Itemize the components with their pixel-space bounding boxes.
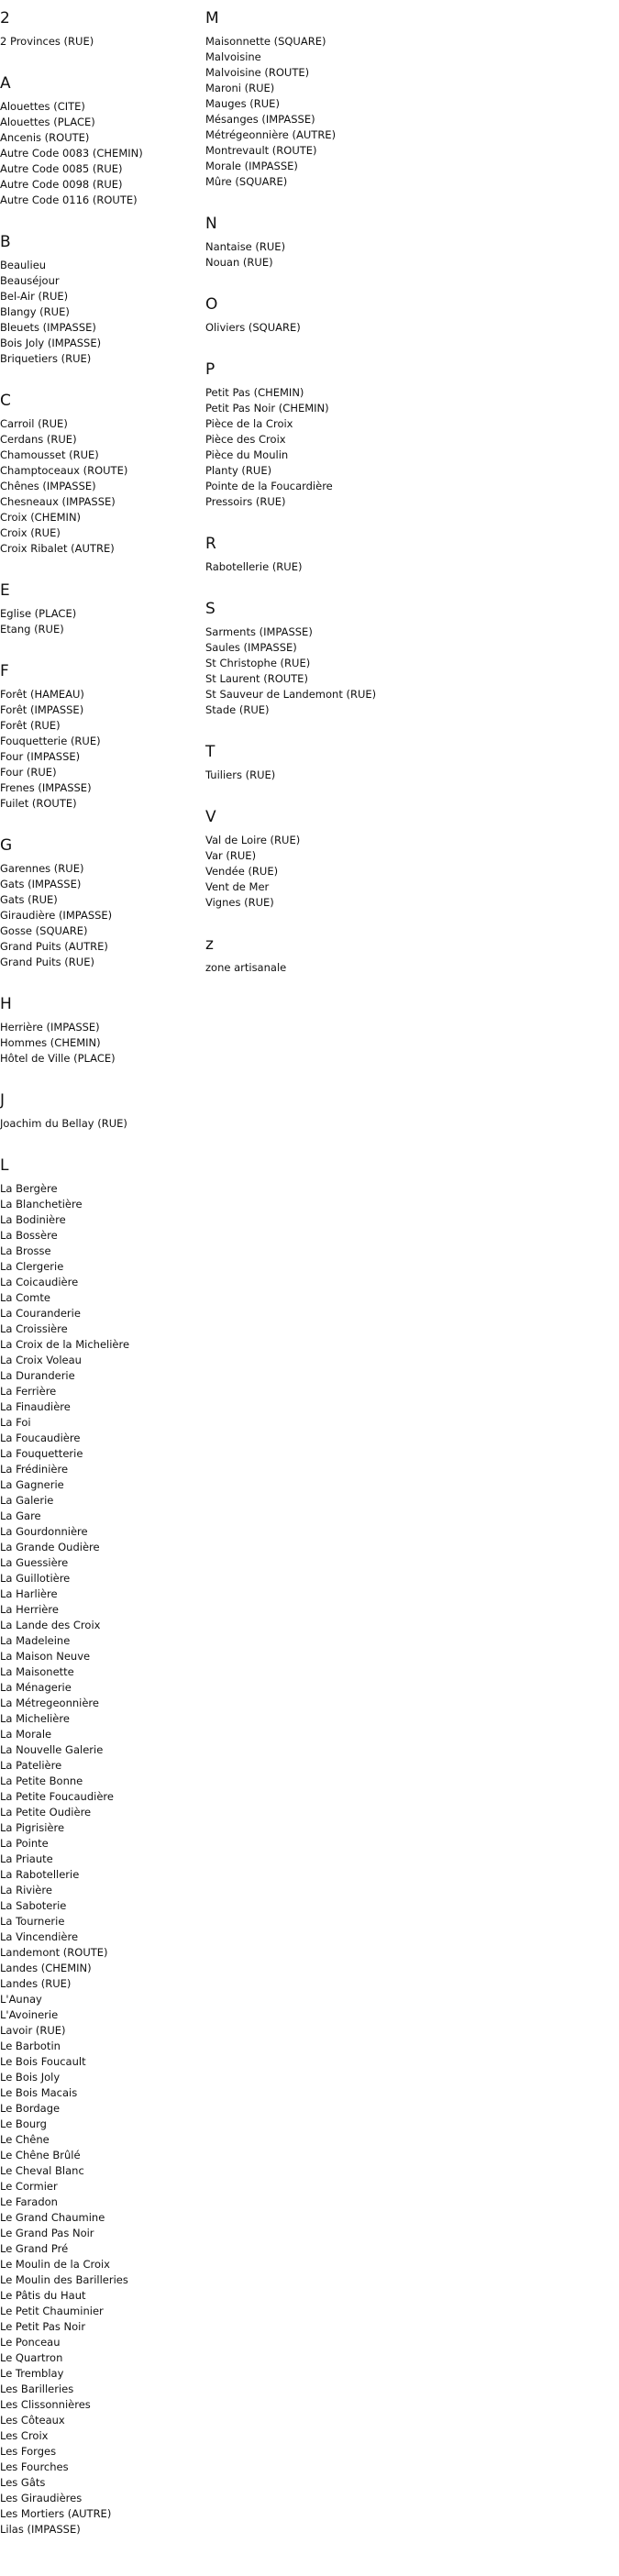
letter-heading: P: [205, 360, 216, 379]
street-link[interactable]: Le Bois Joly: [0, 2071, 61, 2084]
street-link[interactable]: Chamousset (RUE): [0, 448, 99, 461]
street-link[interactable]: Autre Code 0116 (ROUTE): [0, 193, 138, 206]
street-link[interactable]: La Morale: [0, 1728, 52, 1741]
street-link[interactable]: Les Mortiers (AUTRE): [0, 2507, 112, 2520]
street-link[interactable]: Planty (RUE): [205, 464, 272, 477]
letter-heading: A: [0, 74, 11, 93]
street-list: [205, 833, 609, 911]
street-link[interactable]: Croix (CHEMIN): [0, 511, 82, 524]
street-link[interactable]: zone artisanale: [205, 961, 287, 974]
letter-section: [205, 359, 609, 510]
street-link[interactable]: Le Bois Foucault: [0, 2055, 86, 2068]
street-link[interactable]: Bleuets (IMPASSE): [0, 321, 96, 334]
letter-heading: J: [0, 1091, 6, 1110]
street-link[interactable]: Nantaise (RUE): [205, 240, 286, 253]
street-link[interactable]: Autre Code 0085 (RUE): [0, 162, 123, 175]
street-link[interactable]: La Métregeonnière: [0, 1697, 99, 1709]
letter-section: [0, 661, 183, 812]
street-link[interactable]: Le Grand Chaumine: [0, 2211, 105, 2224]
street-link[interactable]: Le Bourg: [0, 2117, 47, 2130]
street-link[interactable]: Gats (IMPASSE): [0, 878, 82, 890]
letter-heading: T: [205, 743, 216, 761]
street-link[interactable]: Tuiliers (RUE): [205, 768, 276, 781]
street-link[interactable]: Gosse (SQUARE): [0, 924, 88, 937]
street-link[interactable]: St Sauveur de Landemont (RUE): [205, 688, 377, 701]
street-link[interactable]: St Laurent (ROUTE): [205, 672, 308, 685]
letter-heading: 2: [0, 9, 10, 28]
street-link[interactable]: La Brosse: [0, 1244, 51, 1257]
street-link[interactable]: Pièce de la Croix: [205, 417, 293, 430]
letter-heading: G: [0, 836, 13, 855]
street-link[interactable]: La Grande Oudière: [0, 1541, 100, 1553]
street-link[interactable]: Le Bordage: [0, 2102, 61, 2115]
letter-heading: M: [205, 9, 219, 28]
street-link[interactable]: Maroni (RUE): [205, 82, 275, 94]
street-link[interactable]: Rabotellerie (RUE): [205, 560, 303, 573]
street-link[interactable]: Le Barbotin: [0, 2040, 61, 2052]
street-link[interactable]: Montrevault (ROUTE): [205, 144, 317, 157]
street-link[interactable]: La Gagnerie: [0, 1478, 64, 1491]
street-link[interactable]: Les Côteaux: [0, 2414, 65, 2427]
street-link[interactable]: Les Gâts: [0, 2476, 46, 2489]
street-link[interactable]: Croix (RUE): [0, 526, 61, 539]
street-link[interactable]: Lilas (IMPASSE): [0, 2523, 81, 2536]
street-link[interactable]: Vignes (RUE): [205, 896, 274, 909]
street-link[interactable]: Gats (RUE): [0, 893, 58, 906]
street-link[interactable]: Alouettes (PLACE): [0, 116, 95, 128]
letter-heading: O: [205, 295, 218, 314]
street-link[interactable]: Petit Pas Noir (CHEMIN): [205, 402, 329, 415]
letter-section: [205, 534, 609, 575]
letter-heading: L: [0, 1156, 9, 1175]
street-link[interactable]: La Lande des Croix: [0, 1619, 101, 1631]
street-link[interactable]: La Saboterie: [0, 1899, 67, 1912]
street-link[interactable]: Grand Puits (RUE): [0, 956, 94, 968]
street-link[interactable]: La Maisonette: [0, 1665, 74, 1678]
street-link[interactable]: Le Grand Pré: [0, 2242, 69, 2255]
street-link[interactable]: Pressoirs (RUE): [205, 495, 286, 508]
street-link[interactable]: La Croissière: [0, 1322, 68, 1335]
street-link[interactable]: La Duranderie: [0, 1369, 75, 1382]
street-link[interactable]: Pointe de la Foucardière: [205, 480, 333, 492]
street-link[interactable]: Le Petit Pas Noir: [0, 2320, 86, 2333]
street-link[interactable]: Le Bois Macais: [0, 2086, 78, 2099]
street-link[interactable]: La Blanchetière: [0, 1198, 83, 1211]
street-link[interactable]: Four (RUE): [0, 766, 57, 779]
street-list: [205, 768, 609, 783]
street-link[interactable]: La Maison Neuve: [0, 1650, 91, 1663]
street-link[interactable]: Les Croix: [0, 2429, 49, 2442]
street-link[interactable]: St Christophe (RUE): [205, 657, 311, 669]
street-list: [205, 960, 609, 976]
letter-heading: C: [0, 392, 11, 410]
letter-heading: V: [205, 808, 216, 826]
street-link[interactable]: La Tournerie: [0, 1915, 65, 1928]
street-link[interactable]: Pièce du Moulin: [205, 448, 289, 461]
letter-section: [0, 994, 183, 1067]
street-link[interactable]: La Herrière: [0, 1603, 59, 1616]
street-link[interactable]: Grand Puits (AUTRE): [0, 940, 108, 953]
letter-section: [205, 214, 609, 271]
street-link[interactable]: Le Moulin de la Croix: [0, 2258, 110, 2271]
street-link[interactable]: Vent de Mer: [205, 880, 270, 893]
street-link[interactable]: Garennes (RUE): [0, 862, 84, 875]
letter-section: [0, 73, 183, 208]
letter-section: [0, 1155, 183, 2537]
street-link[interactable]: Le Moulin des Barilleries: [0, 2273, 128, 2286]
street-link[interactable]: L'Aunay: [0, 1993, 42, 2006]
street-link[interactable]: Le Grand Pas Noir: [0, 2227, 94, 2239]
street-link[interactable]: L'Avoinerie: [0, 2008, 59, 2021]
street-link[interactable]: La Fouquetterie: [0, 1447, 83, 1460]
street-link[interactable]: Mûre (SQUARE): [205, 175, 288, 188]
street-link[interactable]: Vendée (RUE): [205, 865, 279, 878]
street-link[interactable]: Le Cormier: [0, 2180, 58, 2193]
street-list: [0, 1020, 183, 1067]
street-link[interactable]: La Foucaudière: [0, 1432, 81, 1444]
letter-heading: S: [205, 600, 216, 618]
letter-section: [0, 580, 183, 637]
street-index-left-column: [0, 8, 183, 2561]
street-list: [0, 34, 183, 50]
street-link[interactable]: Sarments (IMPASSE): [205, 625, 313, 638]
street-list: [0, 99, 183, 208]
street-link[interactable]: Oliviers (SQUARE): [205, 321, 301, 334]
street-link[interactable]: Le Tremblay: [0, 2367, 64, 2380]
street-link[interactable]: La Pigrisière: [0, 1821, 65, 1834]
street-link[interactable]: La Comte: [0, 1291, 50, 1304]
street-link[interactable]: La Ménagerie: [0, 1681, 72, 1694]
letter-section: [205, 934, 609, 976]
street-link[interactable]: Saules (IMPASSE): [205, 641, 297, 654]
street-list: [0, 687, 183, 812]
street-link[interactable]: La Clergerie: [0, 1260, 64, 1273]
street-link[interactable]: Autre Code 0083 (CHEMIN): [0, 147, 143, 160]
street-link[interactable]: Landemont (ROUTE): [0, 1946, 108, 1959]
street-list: [0, 258, 183, 367]
street-link[interactable]: Beaulieu: [0, 259, 47, 271]
street-link[interactable]: Alouettes (CITE): [0, 100, 85, 113]
street-link[interactable]: Morale (IMPASSE): [205, 160, 298, 172]
street-link[interactable]: Le Pâtis du Haut: [0, 2289, 86, 2302]
street-link[interactable]: Le Petit Chauminier: [0, 2305, 104, 2317]
street-link[interactable]: Métrégeonnière (AUTRE): [205, 128, 337, 141]
street-link[interactable]: Champtoceaux (ROUTE): [0, 464, 128, 477]
street-link[interactable]: Landes (CHEMIN): [0, 1962, 92, 1974]
street-link[interactable]: Les Giraudières: [0, 2492, 83, 2504]
street-link[interactable]: Les Barilleries: [0, 2383, 74, 2395]
street-link[interactable]: La Priaute: [0, 1852, 53, 1865]
street-link[interactable]: Le Chêne: [0, 2133, 50, 2146]
street-link[interactable]: Ancenis (ROUTE): [0, 131, 90, 144]
street-link[interactable]: Joachim du Bellay (RUE): [0, 1117, 127, 1130]
street-link[interactable]: Le Chêne Brûlé: [0, 2149, 81, 2161]
street-list: [0, 606, 183, 637]
street-link[interactable]: Croix Ribalet (AUTRE): [0, 542, 115, 555]
street-link[interactable]: Etang (RUE): [0, 623, 64, 636]
street-link[interactable]: Les Clissonnières: [0, 2398, 91, 2411]
street-list: [205, 385, 609, 510]
street-link[interactable]: La Gare: [0, 1509, 41, 1522]
street-list: [205, 320, 609, 336]
street-link[interactable]: La Ferrière: [0, 1385, 57, 1398]
street-link[interactable]: La Rabotellerie: [0, 1868, 80, 1881]
street-link[interactable]: Herrière (IMPASSE): [0, 1021, 100, 1034]
street-link[interactable]: Bel-Air (RUE): [0, 290, 69, 303]
street-link[interactable]: La Bossère: [0, 1229, 58, 1242]
street-link[interactable]: La Harlière: [0, 1587, 58, 1600]
street-link[interactable]: Stade (RUE): [205, 703, 270, 716]
street-link[interactable]: La Pointe: [0, 1837, 49, 1850]
street-link[interactable]: La Madeleine: [0, 1634, 71, 1647]
street-link[interactable]: La Finaudière: [0, 1400, 71, 1413]
street-link[interactable]: La Patelière: [0, 1759, 62, 1772]
street-list: [0, 1116, 183, 1132]
street-link[interactable]: Carroil (RUE): [0, 417, 68, 430]
street-link[interactable]: Beauséjour: [0, 274, 60, 287]
street-link[interactable]: Hommes (CHEMIN): [0, 1036, 101, 1049]
street-link[interactable]: Mésanges (IMPASSE): [205, 113, 315, 126]
street-link[interactable]: Chesneaux (IMPASSE): [0, 495, 116, 508]
letter-heading: R: [205, 535, 216, 553]
street-link[interactable]: Le Cheval Blanc: [0, 2164, 84, 2177]
street-link[interactable]: Forêt (HAMEAU): [0, 688, 84, 701]
street-list: [205, 625, 609, 718]
street-link[interactable]: Fouquetterie (RUE): [0, 735, 101, 747]
letter-section: [0, 1090, 183, 1132]
street-index-right-column: [205, 8, 609, 1000]
letter-heading: E: [0, 581, 10, 600]
street-link[interactable]: La Petite Foucaudière: [0, 1790, 114, 1803]
street-link[interactable]: Petit Pas (CHEMIN): [205, 386, 304, 399]
letter-section: [205, 742, 609, 783]
street-link[interactable]: Blangy (RUE): [0, 305, 70, 318]
street-list: [205, 559, 609, 575]
street-link[interactable]: Var (RUE): [205, 849, 257, 862]
street-link[interactable]: La Croix de la Michelière: [0, 1338, 130, 1351]
letter-section: [205, 294, 609, 336]
letter-section: [0, 835, 183, 970]
street-link[interactable]: Chênes (IMPASSE): [0, 480, 96, 492]
street-link[interactable]: Forêt (RUE): [0, 719, 61, 732]
street-link[interactable]: Le Quartron: [0, 2351, 63, 2364]
letter-section: [205, 599, 609, 718]
letter-section: [0, 232, 183, 367]
street-list: [205, 34, 609, 190]
street-link[interactable]: La Vincendière: [0, 1930, 79, 1943]
street-link[interactable]: Briquetiers (RUE): [0, 352, 92, 365]
street-link[interactable]: 2 Provinces (RUE): [0, 35, 94, 48]
street-link[interactable]: La Croix Voleau: [0, 1354, 82, 1366]
street-link[interactable]: Maisonnette (SQUARE): [205, 35, 326, 48]
street-list: [205, 239, 609, 271]
street-link[interactable]: Fuilet (ROUTE): [0, 797, 77, 810]
street-link[interactable]: La Frédinière: [0, 1463, 69, 1476]
street-link[interactable]: Malvoisine (ROUTE): [205, 66, 310, 79]
letter-heading: F: [0, 662, 9, 680]
street-list: [0, 861, 183, 970]
street-list: [0, 416, 183, 557]
letter-section: [205, 807, 609, 911]
street-link[interactable]: Les Fourches: [0, 2460, 69, 2473]
letter-heading: N: [205, 215, 217, 233]
street-link[interactable]: La Couranderie: [0, 1307, 81, 1320]
street-link[interactable]: La Bergère: [0, 1182, 58, 1195]
street-link[interactable]: Pièce des Croix: [205, 433, 286, 446]
letter-heading: B: [0, 233, 11, 251]
letter-section: [0, 8, 183, 50]
street-link[interactable]: La Rivière: [0, 1884, 52, 1896]
street-link[interactable]: Le Ponceau: [0, 2336, 61, 2349]
letter-section: [205, 8, 609, 190]
street-link[interactable]: La Nouvelle Galerie: [0, 1743, 104, 1756]
street-link[interactable]: Nouan (RUE): [205, 256, 273, 269]
street-link[interactable]: La Michelière: [0, 1712, 70, 1725]
street-link[interactable]: La Bodinière: [0, 1213, 66, 1226]
letter-heading: z: [205, 935, 214, 954]
street-link[interactable]: La Petite Oudière: [0, 1806, 92, 1819]
street-link[interactable]: Forêt (IMPASSE): [0, 703, 84, 716]
street-link[interactable]: Hôtel de Ville (PLACE): [0, 1052, 116, 1065]
street-link[interactable]: Bois Joly (IMPASSE): [0, 337, 102, 349]
street-link[interactable]: Landes (RUE): [0, 1977, 72, 1990]
street-link[interactable]: Giraudière (IMPASSE): [0, 909, 113, 922]
street-link[interactable]: La Guessière: [0, 1556, 69, 1569]
street-list: [0, 1181, 183, 2537]
street-link[interactable]: La Galerie: [0, 1494, 54, 1507]
street-link[interactable]: Malvoisine: [205, 50, 261, 63]
street-link[interactable]: Cerdans (RUE): [0, 433, 77, 446]
street-link[interactable]: Frenes (IMPASSE): [0, 781, 92, 794]
street-link[interactable]: Le Faradon: [0, 2195, 58, 2208]
letter-section: [0, 391, 183, 557]
street-link[interactable]: La Guillotière: [0, 1572, 71, 1585]
street-link[interactable]: La Petite Bonne: [0, 1774, 83, 1787]
street-link[interactable]: Eglise (PLACE): [0, 607, 77, 620]
street-link[interactable]: Mauges (RUE): [205, 97, 280, 110]
street-link[interactable]: La Foi: [0, 1416, 31, 1429]
street-link[interactable]: Les Forges: [0, 2445, 57, 2458]
street-link[interactable]: La Coicaudière: [0, 1276, 79, 1288]
street-link[interactable]: Four (IMPASSE): [0, 750, 81, 763]
street-link[interactable]: La Gourdonnière: [0, 1525, 88, 1538]
letter-heading: H: [0, 995, 12, 1013]
street-link[interactable]: Lavoir (RUE): [0, 2024, 66, 2037]
street-link[interactable]: Val de Loire (RUE): [205, 834, 301, 846]
street-link[interactable]: Autre Code 0098 (RUE): [0, 178, 123, 191]
